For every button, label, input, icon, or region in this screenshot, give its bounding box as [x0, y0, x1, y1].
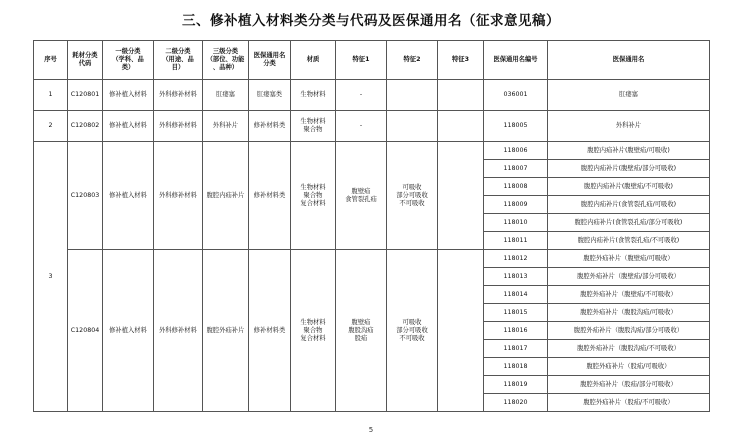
page-title: 三、修补植入材料类分类与代码及医保通用名（征求意见稿）: [182, 13, 560, 29]
header-feature1: 特征1: [336, 41, 387, 80]
cell-feature3: [438, 250, 484, 412]
header-generic-code: 医保通用名编号: [484, 41, 548, 80]
cell-generic-name: 腹腔外疝补片（腹壁疝/部分可吸收）: [548, 268, 710, 286]
cell-seq: 3: [34, 142, 68, 412]
cell-level2: 外科修补材料: [154, 250, 203, 412]
cell-feature3: [438, 80, 484, 111]
cell-level2: 外科修补材料: [154, 142, 203, 250]
page-number: 5: [368, 426, 374, 434]
cell-feature3: [438, 142, 484, 250]
table-row: [34, 250, 710, 268]
table-body: [34, 80, 710, 412]
cell-code: C120802: [68, 111, 103, 142]
header-code: 耗材分类 代码: [68, 41, 103, 80]
cell-generic-name: 腹腔内疝补片(食管裂孔疝/部分可吸收): [548, 214, 710, 232]
cell-generic-name: 腹腔外疝补片（腹股沟疝/可吸收）: [548, 304, 710, 322]
cell-generic-name: 腹腔内疝补片(腹壁疝/不可吸收): [548, 178, 710, 196]
cell-category: 修补材料类: [249, 142, 291, 250]
cell-generic-code: 118014: [484, 286, 548, 304]
cell-generic-code: 118011: [484, 232, 548, 250]
cell-level1: 修补植入材料: [103, 111, 154, 142]
cell-feature2: 可吸收 部分可吸收 不可吸收: [387, 142, 438, 250]
cell-generic-name: 外科补片: [548, 111, 710, 142]
header-material: 材质: [291, 41, 336, 80]
cell-material: 生物材料 聚合物: [291, 111, 336, 142]
table-row: [34, 80, 710, 111]
header-feature3: 特征3: [438, 41, 484, 80]
header-feature2: 特征2: [387, 41, 438, 80]
cell-material: 生物材料 聚合物 复合材料: [291, 250, 336, 412]
cell-generic-name: 腹腔内疝补片(食管裂孔疝/可吸收): [548, 196, 710, 214]
cell-feature3: [438, 111, 484, 142]
cell-category: 修补材料类: [249, 111, 291, 142]
cell-level2: 外科修补材料: [154, 111, 203, 142]
cell-generic-code: 118012: [484, 250, 548, 268]
cell-level1: 修补植入材料: [103, 250, 154, 412]
header-level2: 二级分类 （用途、品 目）: [154, 41, 203, 80]
cell-material: 生物材料: [291, 80, 336, 111]
cell-generic-name: 腹腔外疝补片（腹壁疝/可吸收）: [548, 250, 710, 268]
cell-feature2: [387, 80, 438, 111]
header-level1: 一级分类 （学科、品 类）: [103, 41, 154, 80]
classification-table: [33, 40, 710, 412]
cell-generic-code: 118009: [484, 196, 548, 214]
cell-level1: 修补植入材料: [103, 80, 154, 111]
cell-generic-name: 腹腔外疝补片（股疝/不可吸收）: [548, 394, 710, 412]
cell-code: C120803: [68, 142, 103, 250]
cell-category: 修补材料类: [249, 250, 291, 412]
cell-seq: 1: [34, 80, 68, 111]
table-row: [34, 142, 710, 160]
cell-feature2: [387, 111, 438, 142]
cell-generic-name: 腹腔外疝补片（腹股沟疝/部分可吸收）: [548, 322, 710, 340]
cell-generic-name: 肛瘘塞: [548, 80, 710, 111]
cell-feature2: 可吸收 部分可吸收 不可吸收: [387, 250, 438, 412]
cell-generic-name: 腹腔外疝补片（腹股沟疝/不可吸收）: [548, 340, 710, 358]
cell-feature1: -: [336, 80, 387, 111]
cell-level3: 腹腔内疝补片: [203, 142, 249, 250]
table-row: [34, 111, 710, 142]
cell-generic-code: 118020: [484, 394, 548, 412]
cell-generic-name: 腹腔外疝补片（股疝/部分可吸收）: [548, 376, 710, 394]
cell-generic-code: 118016: [484, 322, 548, 340]
header-generic-name: 医保通用名: [548, 41, 710, 80]
cell-generic-name: 腹腔内疝补片(食管裂孔疝/不可吸收): [548, 232, 710, 250]
cell-material: 生物材料 聚合物 复合材料: [291, 142, 336, 250]
cell-seq: 2: [34, 111, 68, 142]
cell-code: C120801: [68, 80, 103, 111]
cell-level3: 肛瘘塞: [203, 80, 249, 111]
cell-generic-name: 腹腔内疝补片(腹壁疝/可吸收): [548, 142, 710, 160]
header-seq: 序号: [34, 41, 68, 80]
cell-level3: 外科补片: [203, 111, 249, 142]
cell-generic-name: 腹腔外疝补片（腹壁疝/不可吸收）: [548, 286, 710, 304]
cell-generic-code: 118018: [484, 358, 548, 376]
cell-code: C120804: [68, 250, 103, 412]
header-level3: 三级分类 （部位、功能 、品种）: [203, 41, 249, 80]
cell-generic-code: 118006: [484, 142, 548, 160]
cell-generic-code: 118017: [484, 340, 548, 358]
cell-generic-name: 腹腔内疝补片(腹壁疝/部分可吸收): [548, 160, 710, 178]
cell-generic-code: 118005: [484, 111, 548, 142]
cell-level2: 外科修补材料: [154, 80, 203, 111]
cell-generic-name: 腹腔外疝补片（股疝/可吸收）: [548, 358, 710, 376]
cell-feature1: -: [336, 111, 387, 142]
cell-generic-code: 036001: [484, 80, 548, 111]
cell-feature1: 腹壁疝 食管裂孔疝: [336, 142, 387, 250]
cell-generic-code: 118015: [484, 304, 548, 322]
cell-generic-code: 118008: [484, 178, 548, 196]
cell-generic-code: 118019: [484, 376, 548, 394]
cell-generic-code: 118007: [484, 160, 548, 178]
cell-level3: 腹腔外疝补片: [203, 250, 249, 412]
cell-level1: 修补植入材料: [103, 142, 154, 250]
header-category: 医保通用名 分类: [249, 41, 291, 80]
cell-feature1: 腹壁疝 腹股沟疝 股疝: [336, 250, 387, 412]
cell-generic-code: 118013: [484, 268, 548, 286]
cell-category: 肛瘘塞类: [249, 80, 291, 111]
cell-generic-code: 118010: [484, 214, 548, 232]
header-row: [34, 41, 710, 80]
